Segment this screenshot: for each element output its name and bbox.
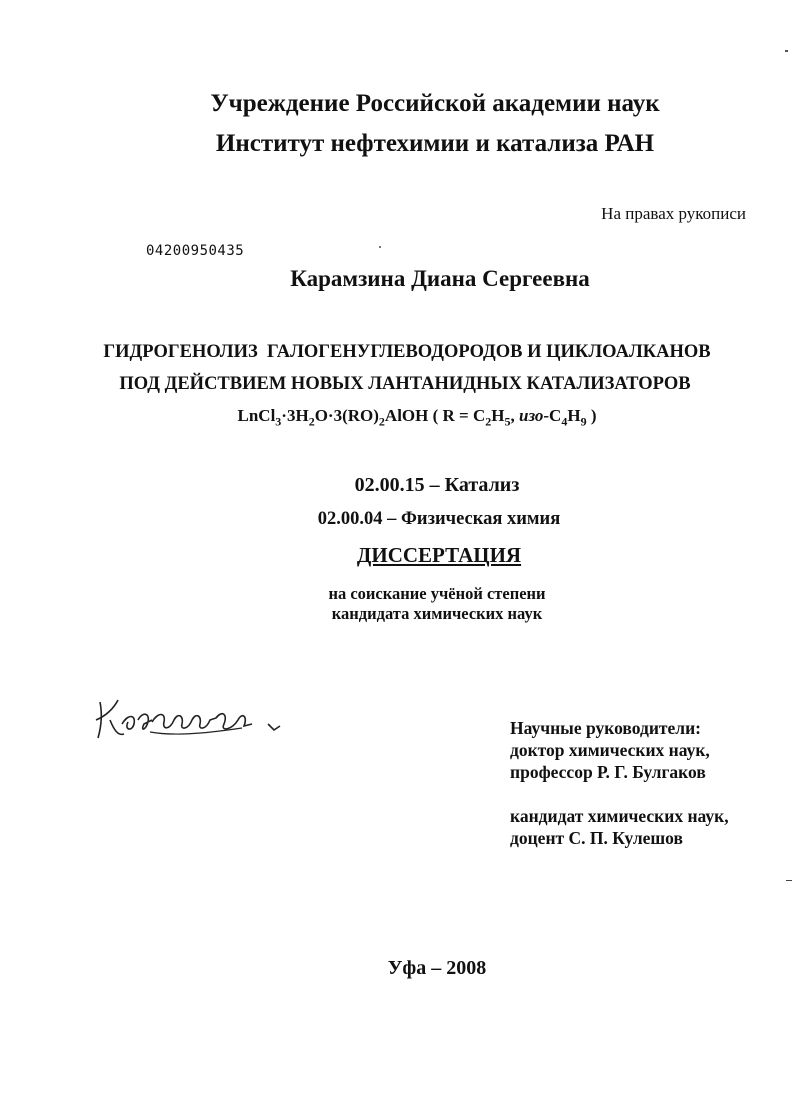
scan-speck-right-top: [785, 50, 788, 52]
specialty-physical-chemistry: 02.00.04 – Физическая химия: [317, 509, 561, 529]
title-line-1: ГИДРОГЕНОЛИЗ ГАЛОГЕНУГЛЕВОДОРОДОВ И ЦИКЛОАЛКАНОВ: [103, 342, 711, 362]
degree-line-2: кандидата химических наук: [331, 604, 543, 623]
institution-line-2: Институт нефтехимии и катализа РАН: [215, 130, 655, 157]
institution-line-1: Учреждение Российской академии наук: [210, 90, 660, 117]
serial-number-stamp: 04200950435: [146, 243, 245, 259]
degree-line-1: на соискание учёной степени: [328, 584, 546, 603]
work-type-heading: ДИССЕРТАЦИЯ: [356, 543, 522, 567]
supervisor-2-name: доцент С. П. Кулешов: [510, 828, 683, 848]
supervisor-1-degree: доктор химических наук,: [510, 740, 710, 760]
title-line-2: ПОД ДЕЙСТВИЕМ НОВЫХ ЛАНТАНИДНЫХ КАТАЛИЗАТОРОВ: [119, 374, 691, 394]
scan-speck-right-bottom: [786, 880, 792, 881]
manuscript-rights-note: На правах рукописи: [601, 204, 746, 223]
author-signature: [92, 690, 292, 750]
supervisor-1-name: профессор Р. Г. Булгаков: [510, 762, 706, 782]
specialty-catalysis: 02.00.15 – Катализ: [354, 474, 520, 496]
catalyst-formula: $LnCl_3\cdot 3H_2O\cdot 3(RO)_2AlOH$ ( $R = C_2H_5$, изо-$C_4H_9$ ): [237, 406, 597, 429]
scan-speck-top: [379, 246, 381, 248]
supervisor-2-degree: кандидат химических наук,: [510, 806, 729, 826]
author-name: Карамзина Диана Сергеевна: [290, 266, 590, 291]
city-year: Уфа – 2008: [387, 957, 487, 979]
supervisors-heading: Научные руководители:: [510, 718, 702, 738]
